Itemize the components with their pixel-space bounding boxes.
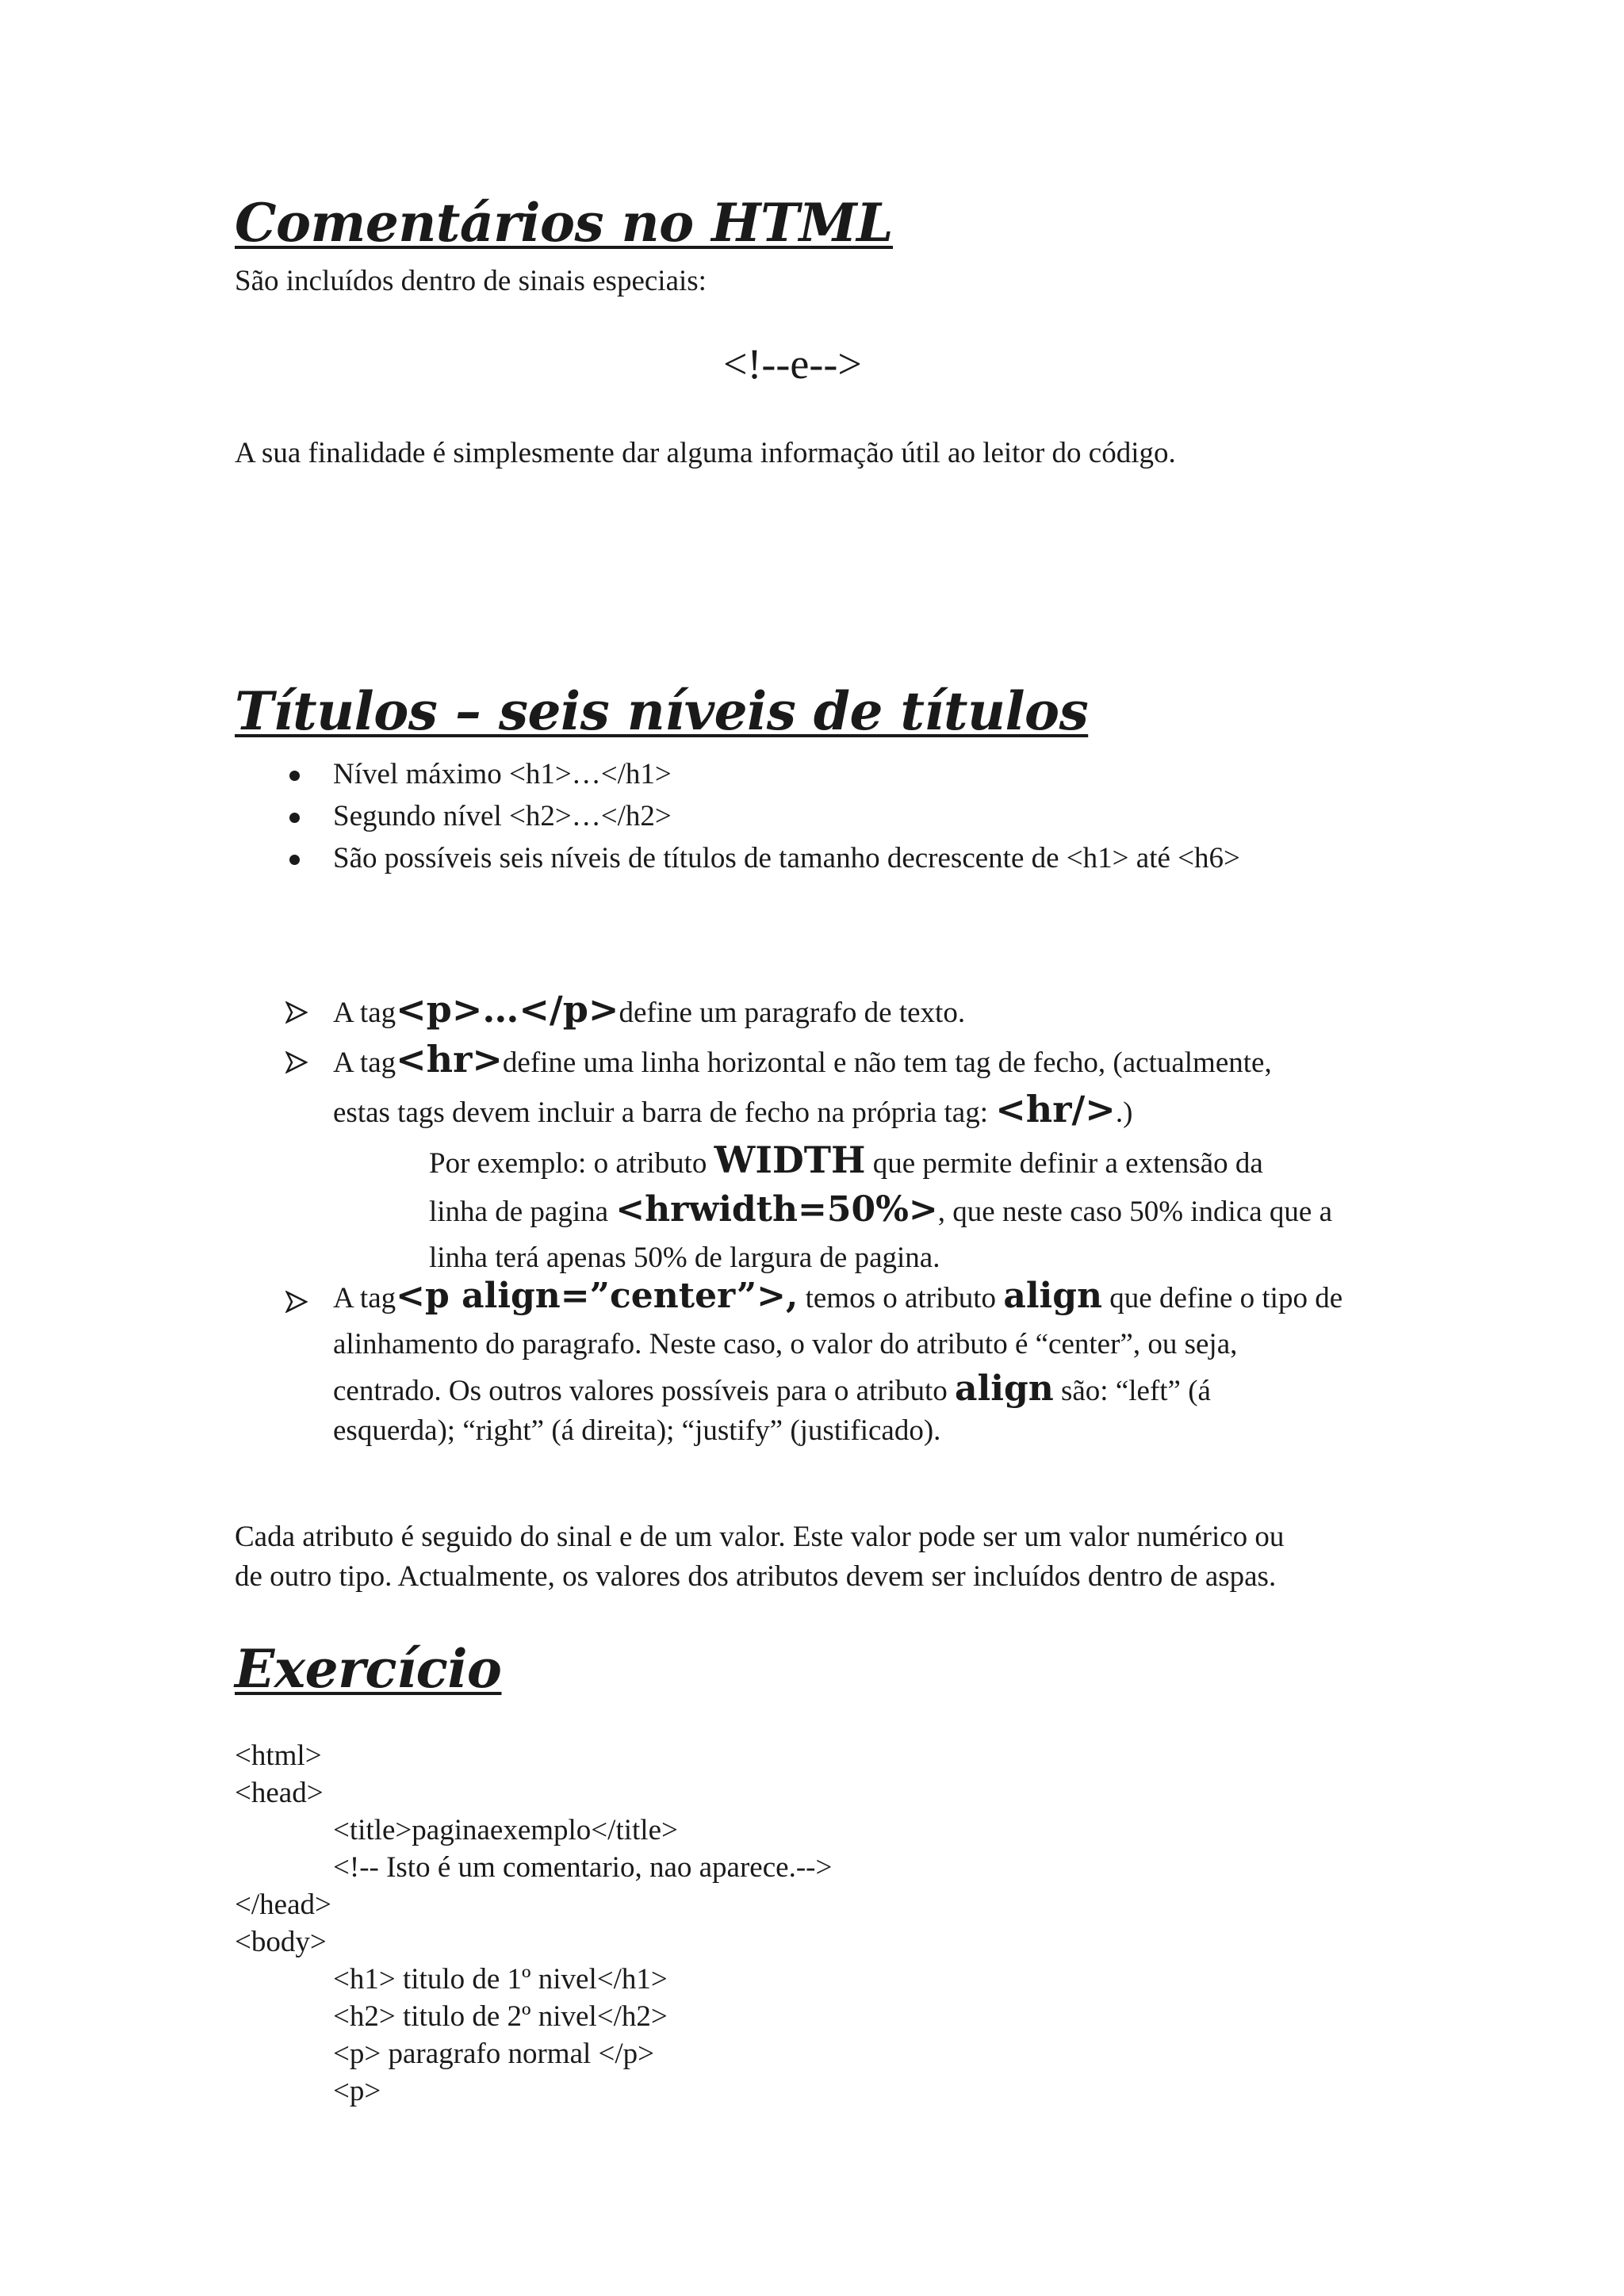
tag-align-line3-suffix: são: “left” (á [1053,1375,1211,1407]
arrow-bullet-icon [285,1291,308,1313]
comments-purpose: A sua finalidade é simplesmente dar alguma informação útil ao leitor do código. [235,437,1176,469]
bullet-dot-icon [289,771,300,781]
tag-align-code: <p align=”center”>, [396,1276,799,1316]
tag-align-attr: align [1003,1276,1103,1316]
tag-align-prefix: A tag [333,1282,396,1314]
code-line: <head> [235,1777,324,1809]
tag-p-code: <p>…</p> [396,988,619,1031]
tag-hr-line2-prefix: estas tags devem incluir a barra de fecho na própria tag: [333,1096,996,1129]
code-line: <body> [235,1926,327,1958]
tag-p-prefix: A tag [333,997,396,1029]
tag-align-line4: esquerda); “right” (á direita); “justify” (justificado). [333,1414,941,1447]
tag-hr-self-closing-code: <hr/> [995,1088,1116,1131]
example-line3: linha terá apenas 50% de largura de pagina. [429,1242,940,1274]
section-title-headings: Títulos – seis níveis de títulos [235,680,1089,742]
tag-hr-suffix: define uma linha horizontal e não tem tag de fecho, (actualmente, [502,1047,1272,1079]
tag-align-line3-prefix: centrado. Os outros valores possíveis para o atributo [333,1375,956,1407]
example-attr-width: WIDTH [714,1138,866,1181]
example-line2-suffix: , que neste caso 50% indica que a [937,1196,1333,1228]
example-line2 [429,1189,1332,1230]
code-line: <!-- Isto é um comentario, nao aparece.--> [333,1851,833,1884]
tag-align-line2: alinhamento do paragrafo. Neste caso, o valor do atributo é “center”, ou seja, [333,1328,1238,1360]
section-title-comments: Comentários no HTML [235,192,894,254]
tag-p-suffix: define um paragrafo de texto. [619,997,966,1029]
example-line1 [429,1138,1263,1181]
attributes-note-line1: Cada atributo é seguido do sinal e de um valor. Este valor pode ser um valor numérico ou [235,1521,1285,1553]
code-line: <h2> titulo de 2º nivel</h2> [333,2000,668,2033]
attributes-note-line2: de outro tipo. Actualmente, os valores dos atributos devem ser incluídos dentro de aspas. [235,1560,1277,1593]
arrow-bullet-icon [285,1001,308,1024]
example-prefix: Por exemplo: o atributo [429,1147,714,1180]
bullet-item-levels: São possíveis seis níveis de títulos de tamanho decrescente de <h1> até <h6> [333,842,1240,874]
code-line: </head> [235,1888,331,1921]
tag-align-suffix: que define o tipo de [1102,1282,1343,1314]
tag-align-line3-attr: align [955,1368,1054,1409]
code-line: <title>paginaexemplo</title> [333,1814,678,1846]
arrow-bullet-icon [285,1051,308,1073]
code-line: <html> [235,1739,322,1772]
comments-intro: São incluídos dentro de sinais especiais: [235,265,707,297]
bullet-item-h2: Segundo nível <h2>…</h2> [333,800,672,832]
tag-hr-prefix: A tag [333,1047,396,1079]
example-suffix: que permite definir a extensão da [865,1147,1263,1180]
tag-p-line [333,988,965,1031]
tag-align-line3 [333,1368,1211,1409]
code-line: <h1> titulo de 1º nivel</h1> [333,1963,668,1996]
example-hrwidth-code: <hrwidth=50%> [615,1189,938,1230]
section-title-exercise: Exercício [235,1638,502,1700]
code-line: <p> paragrafo normal </p> [333,2038,655,2070]
tag-hr-line2 [333,1088,1132,1131]
tag-align-mid: temos o atributo [798,1282,1004,1314]
example-line2-prefix: linha de pagina [429,1196,616,1228]
tag-hr-line [333,1038,1272,1081]
tag-align-line [333,1276,1342,1316]
tag-hr-code: <hr> [396,1038,503,1081]
tag-hr-line2-suffix: .) [1115,1096,1133,1129]
comment-marker: <!--e--> [723,340,862,388]
bullet-dot-icon [289,855,300,865]
bullet-item-h1: Nível máximo <h1>…</h1> [333,758,672,790]
code-line: <p> [333,2075,381,2107]
bullet-dot-icon [289,813,300,823]
